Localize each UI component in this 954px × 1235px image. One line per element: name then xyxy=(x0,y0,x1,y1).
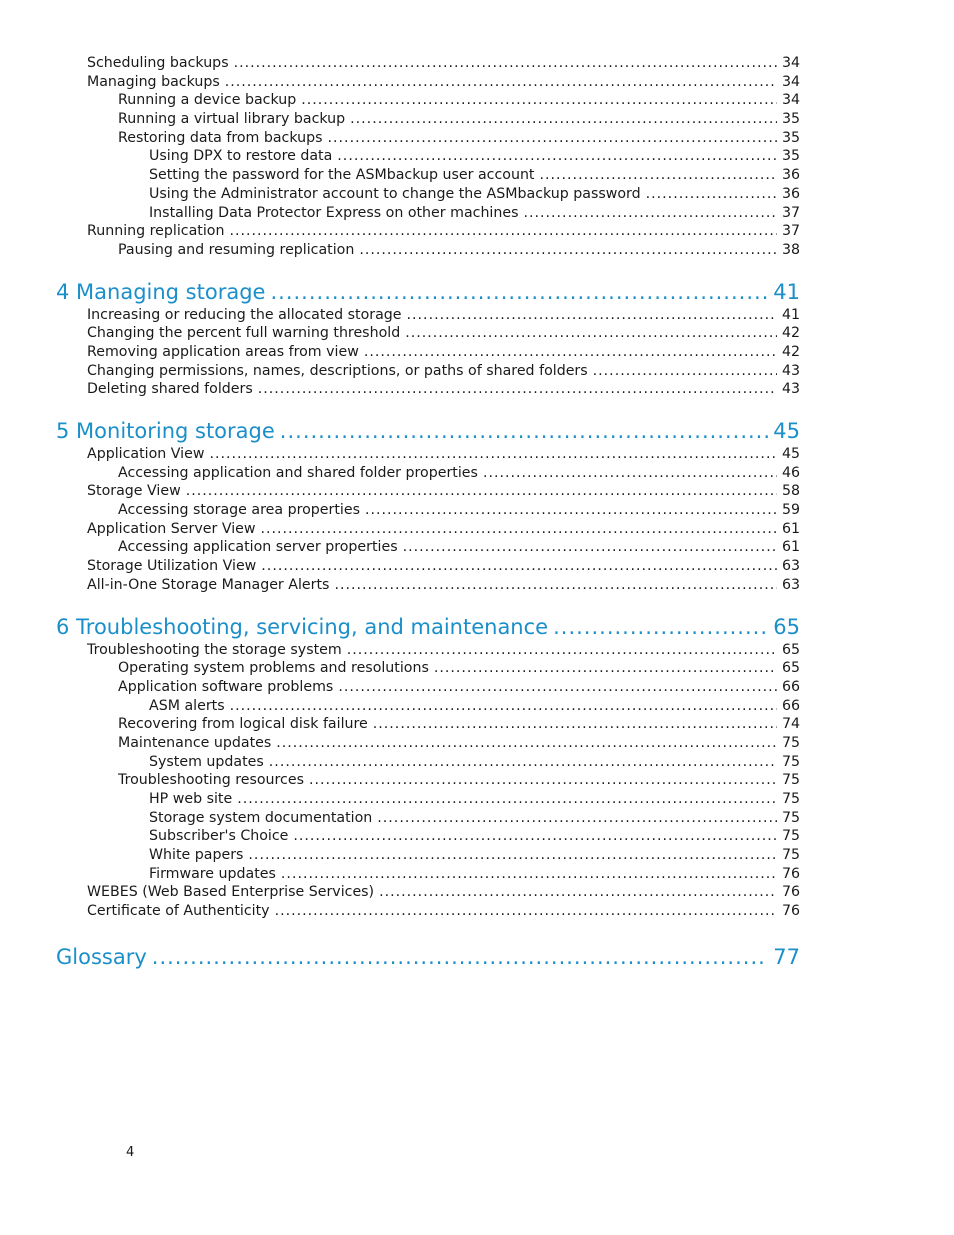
toc-entry-title: Firmware updates xyxy=(149,865,276,882)
dot-leader xyxy=(365,501,777,520)
dot-leader xyxy=(337,147,777,166)
dot-leader xyxy=(275,902,777,921)
toc-entry[interactable] xyxy=(0,753,800,772)
toc-chapter-entry[interactable] xyxy=(0,417,800,445)
dot-leader xyxy=(338,678,777,697)
toc-entry[interactable] xyxy=(0,380,800,399)
toc-entry[interactable] xyxy=(0,883,800,902)
toc-entry[interactable] xyxy=(0,110,800,129)
toc-entry-title: Recovering from logical disk failure xyxy=(118,716,368,733)
table-of-contents xyxy=(0,54,954,971)
toc-entry-page-number: 42 xyxy=(781,325,800,342)
toc-entry[interactable] xyxy=(0,91,800,110)
toc-entry-title: Deleting shared folders xyxy=(87,381,253,398)
toc-entry-title: Glossary xyxy=(56,944,147,969)
toc-entry[interactable] xyxy=(0,204,800,223)
toc-entry-title: 6 Troubleshooting, servicing, and maintenance xyxy=(56,614,549,639)
toc-entry-page-number: 75 xyxy=(781,734,800,751)
toc-entry-title: Restoring data from backups xyxy=(118,129,323,146)
dot-leader xyxy=(260,520,776,539)
toc-entry[interactable] xyxy=(0,576,800,595)
toc-entry-page-number: 45 xyxy=(773,419,800,443)
dot-leader xyxy=(225,73,777,92)
toc-entry-title: 4 Managing storage xyxy=(56,279,266,304)
toc-entry-page-number: 75 xyxy=(781,753,800,770)
toc-entry-page-number: 34 xyxy=(781,55,800,71)
toc-entry[interactable] xyxy=(0,678,800,697)
dot-leader xyxy=(258,380,777,399)
toc-entry-page-number: 65 xyxy=(781,660,800,677)
toc-entry-page-number: 61 xyxy=(781,520,800,537)
dot-leader xyxy=(434,659,777,678)
toc-entry-title: Storage View xyxy=(87,483,181,500)
toc-entry-page-number: 38 xyxy=(781,241,800,258)
toc-entry-page-number: 34 xyxy=(781,92,800,109)
toc-entry-title: Installing Data Protector Express on other machines xyxy=(149,204,519,221)
toc-entry-title: Application Server View xyxy=(87,520,256,537)
toc-chapter-entry[interactable] xyxy=(0,613,800,641)
toc-entry-title: Changing permissions, names, descriptions, or paths of shared folders xyxy=(87,362,588,379)
toc-chapter-entry[interactable] xyxy=(0,278,800,306)
toc-entry-title: HP web site xyxy=(149,791,233,807)
toc-entry[interactable] xyxy=(0,185,800,204)
dot-leader xyxy=(234,54,777,73)
toc-entry[interactable] xyxy=(0,827,800,846)
toc-entry-title: Removing application areas from view xyxy=(87,343,359,360)
dot-leader xyxy=(293,827,777,846)
toc-entry-title: Setting the password for the ASMbackup user account xyxy=(149,167,535,184)
toc-entry-title: 5 Monitoring storage xyxy=(56,419,275,443)
toc-entry-title: Accessing application and shared folder properties xyxy=(118,464,478,481)
toc-entry-title: System updates xyxy=(149,753,264,770)
toc-entry-page-number: 77 xyxy=(773,944,800,969)
toc-chapter-entry[interactable] xyxy=(0,943,800,971)
toc-entry-title: Running a device backup xyxy=(118,92,297,109)
toc-entry-page-number: 75 xyxy=(781,847,800,864)
toc-entry-title: Changing the percent full warning threshold xyxy=(87,325,401,342)
dot-leader xyxy=(309,771,777,790)
toc-entry[interactable] xyxy=(0,520,800,539)
toc-entry-page-number: 75 xyxy=(781,828,800,845)
toc-entry[interactable] xyxy=(0,659,800,678)
toc-entry-title: All-in-One Storage Manager Alerts xyxy=(87,576,330,593)
dot-leader xyxy=(540,166,777,185)
toc-entry-title: ASM alerts xyxy=(149,697,225,714)
toc-entry[interactable] xyxy=(0,902,800,921)
toc-entry-title: WEBES (Web Based Enterprise Services) xyxy=(87,884,375,901)
toc-entry-page-number: 63 xyxy=(781,558,800,575)
toc-entry-title: Storage system documentation xyxy=(149,809,373,826)
toc-entry[interactable] xyxy=(0,697,800,716)
toc-entry-title: Pausing and resuming replication xyxy=(118,241,355,258)
toc-entry[interactable] xyxy=(0,734,800,753)
toc-entry[interactable] xyxy=(0,809,800,828)
toc-entry-title: Maintenance updates xyxy=(118,734,272,751)
toc-entry-page-number: 63 xyxy=(781,576,800,593)
toc-entry-page-number: 45 xyxy=(781,446,800,462)
toc-entry-page-number: 66 xyxy=(781,697,800,714)
toc-entry-page-number: 75 xyxy=(781,791,800,807)
toc-entry-title: Application software problems xyxy=(118,678,334,695)
dot-leader xyxy=(261,557,777,576)
toc-entry-title: Accessing storage area properties xyxy=(118,502,360,519)
toc-entry[interactable] xyxy=(0,501,800,520)
toc-entry[interactable] xyxy=(0,147,800,166)
dot-leader xyxy=(483,464,777,483)
toc-entry-title: Increasing or reducing the allocated storage xyxy=(87,306,402,323)
toc-entry-title: Running replication xyxy=(87,223,225,240)
dot-leader xyxy=(186,482,777,501)
toc-entry-page-number: 74 xyxy=(781,716,800,733)
toc-entry-page-number: 43 xyxy=(781,362,800,379)
toc-entry-page-number: 76 xyxy=(781,903,800,920)
toc-entry-title: Using DPX to restore data xyxy=(149,148,333,165)
toc-entry-page-number: 35 xyxy=(781,129,800,146)
toc-entry-page-number: 35 xyxy=(781,148,800,165)
toc-entry-page-number: 66 xyxy=(781,678,800,695)
dot-leader xyxy=(407,306,777,325)
dot-leader xyxy=(347,641,777,660)
toc-entry-page-number: 35 xyxy=(781,111,800,128)
dot-leader xyxy=(276,734,777,753)
toc-entry-page-number: 43 xyxy=(781,381,800,398)
toc-entry[interactable] xyxy=(0,73,800,92)
dot-leader xyxy=(377,809,777,828)
page-number: 4 xyxy=(126,1145,135,1160)
toc-entry-title: Storage Utilization View xyxy=(87,558,257,575)
dot-leader xyxy=(270,278,768,306)
toc-entry[interactable] xyxy=(0,166,800,185)
dot-leader xyxy=(281,865,777,884)
toc-entry[interactable] xyxy=(0,306,800,325)
dot-leader xyxy=(280,417,768,445)
toc-entry[interactable] xyxy=(0,846,800,865)
dot-leader xyxy=(403,538,777,557)
toc-entry-title: Operating system problems and resolutions xyxy=(118,660,429,677)
toc-entry[interactable] xyxy=(0,362,800,381)
dot-leader xyxy=(405,324,777,343)
toc-entry[interactable] xyxy=(0,771,800,790)
toc-entry[interactable] xyxy=(0,715,800,734)
toc-entry[interactable] xyxy=(0,641,800,660)
toc-entry-page-number: 36 xyxy=(781,167,800,184)
dot-leader xyxy=(379,883,777,902)
toc-entry[interactable] xyxy=(0,790,800,809)
toc-entry-title: Application View xyxy=(87,446,205,462)
dot-leader xyxy=(593,362,777,381)
toc-entry-title: Troubleshooting the storage system xyxy=(87,641,342,658)
dot-leader xyxy=(269,753,777,772)
toc-entry-page-number: 65 xyxy=(781,641,800,658)
toc-entry-page-number: 75 xyxy=(781,809,800,826)
toc-entry[interactable] xyxy=(0,241,800,260)
toc-entry[interactable] xyxy=(0,324,800,343)
toc-entry[interactable] xyxy=(0,538,800,557)
toc-entry-page-number: 34 xyxy=(781,73,800,90)
toc-entry-page-number: 76 xyxy=(781,884,800,901)
dot-leader xyxy=(229,222,776,241)
dot-leader xyxy=(373,715,777,734)
dot-leader xyxy=(248,846,777,865)
toc-entry-page-number: 41 xyxy=(781,306,800,323)
dot-leader xyxy=(301,91,777,110)
toc-entry-page-number: 37 xyxy=(781,204,800,221)
toc-entry-page-number: 37 xyxy=(781,223,800,240)
toc-entry-page-number: 41 xyxy=(773,279,800,304)
toc-entry-page-number: 36 xyxy=(781,185,800,202)
dot-leader xyxy=(152,943,768,971)
toc-entry-page-number: 42 xyxy=(781,343,800,360)
toc-entry-page-number: 46 xyxy=(781,464,800,481)
toc-entry-title: Managing backups xyxy=(87,73,220,90)
dot-leader xyxy=(209,445,776,464)
toc-entry-title: White papers xyxy=(149,847,244,864)
toc-entry-page-number: 75 xyxy=(781,772,800,789)
toc-entry-title: Subscriber's Choice xyxy=(149,828,289,845)
dot-leader xyxy=(359,241,777,260)
toc-entry[interactable] xyxy=(0,464,800,483)
toc-entry-title: Accessing application server properties xyxy=(118,539,398,556)
toc-entry-title: Scheduling backups xyxy=(87,55,229,71)
dot-leader xyxy=(646,185,777,204)
toc-entry-title: Certificate of Authenticity xyxy=(87,903,270,920)
toc-entry-page-number: 76 xyxy=(781,865,800,882)
dot-leader xyxy=(553,613,768,641)
toc-entry-title: Using the Administrator account to change the ASMbackup password xyxy=(149,185,641,202)
dot-leader xyxy=(328,129,777,148)
toc-entry[interactable] xyxy=(0,222,800,241)
toc-entry-page-number: 65 xyxy=(773,614,800,639)
toc-entry[interactable] xyxy=(0,445,800,464)
toc-entry-title: Troubleshooting resources xyxy=(118,772,304,789)
dot-leader xyxy=(334,576,777,595)
toc-entry[interactable] xyxy=(0,557,800,576)
dot-leader xyxy=(237,790,777,809)
dot-leader xyxy=(364,343,777,362)
toc-entry-page-number: 61 xyxy=(781,539,800,556)
toc-entry-page-number: 58 xyxy=(781,483,800,500)
toc-entry[interactable] xyxy=(0,865,800,884)
dot-leader xyxy=(523,204,776,223)
toc-entry-title: Running a virtual library backup xyxy=(118,111,346,128)
toc-entry-page-number: 59 xyxy=(781,502,800,519)
toc-entry[interactable] xyxy=(0,54,800,73)
dot-leader xyxy=(230,697,777,716)
dot-leader xyxy=(350,110,777,129)
toc-entry[interactable] xyxy=(0,482,800,501)
toc-entry[interactable] xyxy=(0,129,800,148)
toc-entry[interactable] xyxy=(0,343,800,362)
